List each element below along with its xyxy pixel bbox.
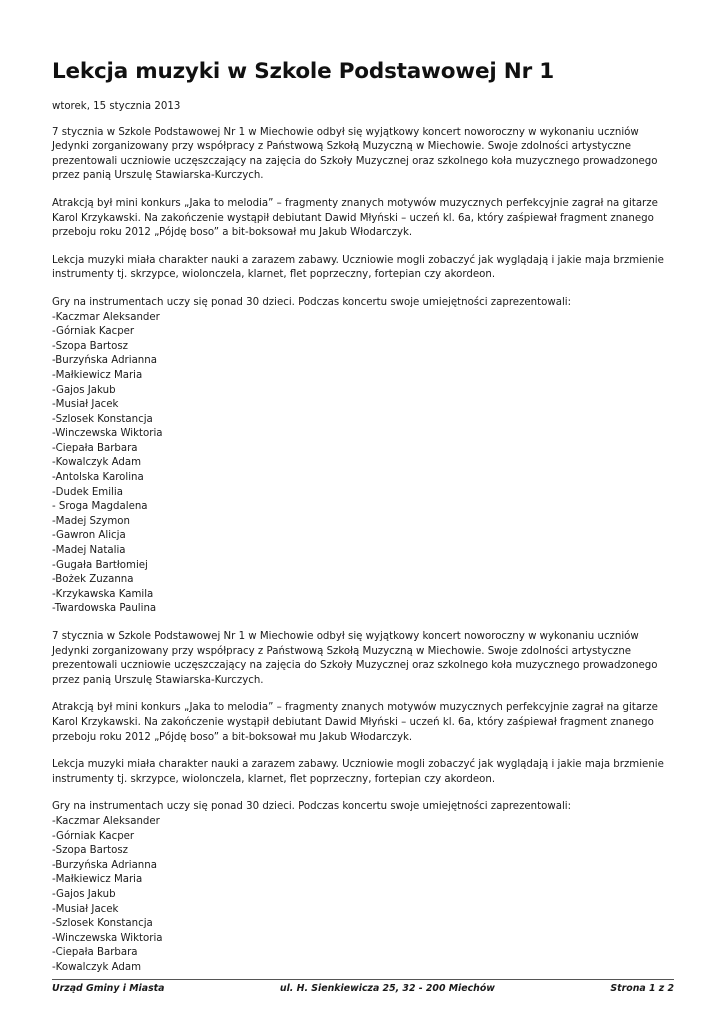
performer-name: -Winczewska Wiktoria <box>52 932 163 944</box>
performer-name: -Winczewska Wiktoria <box>52 428 163 440</box>
performer-name: -Gawron Alicja <box>52 530 126 542</box>
article-paragraph: Atrakcją był mini konkurs „Jaka to melodia” – fragmenty znanych motywów muzycznych perfekcyjnie zagrał na gitarze Karol Krzykawski. Na zakończenie wystąpił debiutant Dawid Młyński – uczeń kl. 6a, który zaśpiewał fragment znanego przeboju roku 2012 „Pójdę boso” a bit-boksował mu Jakub Włodarczyk. <box>52 702 658 743</box>
performer-name: -Antolska Karolina <box>52 472 144 484</box>
article-paragraph: 7 stycznia w Szkole Podstawowej Nr 1 w Miechowie odbył się wyjątkowy koncert noworoczny w wykonaniu uczniów Jedynki zorganizowany przy współpracy z Państwową Szkołą Muzyczną w Miechowie. Swoje zdolności artystyczne prezentowali uczniowie uczęszczający na zajęcia do Szkoły Muzycznej oraz szkolnego koła muzycznego prowadzonego przez panią Urszulę Stawiarska-Kurczych. <box>52 126 658 182</box>
performer-name: -Bożek Zuzanna <box>52 574 134 586</box>
performer-name: -Kowalczyk Adam <box>52 961 142 973</box>
document-page <box>52 58 674 988</box>
performer-name: -Górniak Kacper <box>52 326 135 338</box>
article-paragraph: Atrakcją był mini konkurs „Jaka to melodia” – fragmenty znanych motywów muzycznych perfekcyjnie zagrał na gitarze Karol Krzykawski. Na zakończenie wystąpił debiutant Dawid Młyński – uczeń kl. 6a, który zaśpiewał fragment znanego przeboju roku 2012 „Pójdę boso” a bit-boksował mu Jakub Włodarczyk. <box>52 197 658 239</box>
performer-name: -Musiał Jacek <box>52 903 119 915</box>
footer-address: ul. H. Sienkiewicza 25, 32 - 200 Miechów <box>279 983 495 994</box>
article-title: Lekcja muzyki w Szkole Podstawowej Nr 1 <box>52 59 555 84</box>
performer-name: -Szlosek Konstancja <box>52 413 153 425</box>
performer-name: -Musiał Jacek <box>52 399 119 411</box>
performer-name: -Kowalczyk Adam <box>52 457 142 469</box>
performer-name: -Gajos Jakub <box>52 384 116 396</box>
performer-name: -Kaczmar Aleksander <box>52 815 160 827</box>
performer-name: -Krzykawska Kamila <box>52 588 154 600</box>
article-body <box>52 126 674 976</box>
performer-name: -Małkiewicz Maria <box>52 874 143 886</box>
page-footer <box>52 979 674 994</box>
article-paragraph: Lekcja muzyki miała charakter nauki a zarazem zabawy. Uczniowie mogli zobaczyć jak wyglądają i jakie maja brzmienie instrumenty tj. skrzypce, wiolonczela, klarnet, flet poprzeczny, fortepian czy akordeon. <box>52 759 664 785</box>
performer-name: -Burzyńska Adrianna <box>52 355 157 367</box>
performer-name: -Madej Szymon <box>52 515 130 527</box>
performer-name: -Gugała Bartłomiej <box>52 559 148 571</box>
footer-page-number: Strona 1 z 2 <box>610 983 674 994</box>
performer-name: -Szopa Bartosz <box>52 845 128 857</box>
performer-name: -Szopa Bartosz <box>52 340 128 352</box>
performer-list <box>52 800 674 975</box>
performer-name: -Gajos Jakub <box>52 888 116 900</box>
performer-name: -Madej Natalia <box>52 545 126 557</box>
performer-name: -Górniak Kacper <box>52 830 135 842</box>
performer-name: -Dudek Emilia <box>52 486 123 498</box>
performer-name: -Burzyńska Adrianna <box>52 859 157 871</box>
performer-name: -Twardowska Paulina <box>52 603 157 615</box>
performer-name: - Sroga Magdalena <box>52 501 148 513</box>
article-date: wtorek, 15 stycznia 2013 <box>52 101 181 112</box>
performer-name: -Kaczmar Aleksander <box>52 311 160 323</box>
performer-list-intro: Gry na instrumentach uczy się ponad 30 dzieci. Podczas koncertu swoje umiejętności zaprezentowali: <box>52 296 572 308</box>
performer-list <box>52 296 674 617</box>
performer-name: -Szlosek Konstancja <box>52 918 153 930</box>
performer-name: -Ciepała Barbara <box>52 947 138 959</box>
article-paragraph: 7 stycznia w Szkole Podstawowej Nr 1 w Miechowie odbył się wyjątkowy koncert noworoczny w wykonaniu uczniów Jedynki zorganizowany przy współpracy z Państwową Szkołą Muzyczną w Miechowie. Swoje zdolności artystyczne prezentowali uczniowie uczęszczający na zajęcia do Szkoły Muzycznej oraz szkolnego koła muzycznego prowadzonego przez panią Urszulę Stawiarska-Kurczych. <box>52 631 658 686</box>
footer-office: Urząd Gminy i Miasta <box>52 983 165 994</box>
performer-name: -Ciepała Barbara <box>52 442 138 454</box>
performer-list-intro: Gry na instrumentach uczy się ponad 30 dzieci. Podczas koncertu swoje umiejętności zaprezentowali: <box>52 801 572 813</box>
article-paragraph: Lekcja muzyki miała charakter nauki a zarazem zabawy. Uczniowie mogli zobaczyć jak wyglądają i jakie maja brzmienie instrumenty tj. skrzypce, wiolonczela, klarnet, flet poprzeczny, fortepian czy akordeon. <box>52 254 664 281</box>
performer-name: -Małkiewicz Maria <box>52 369 143 381</box>
